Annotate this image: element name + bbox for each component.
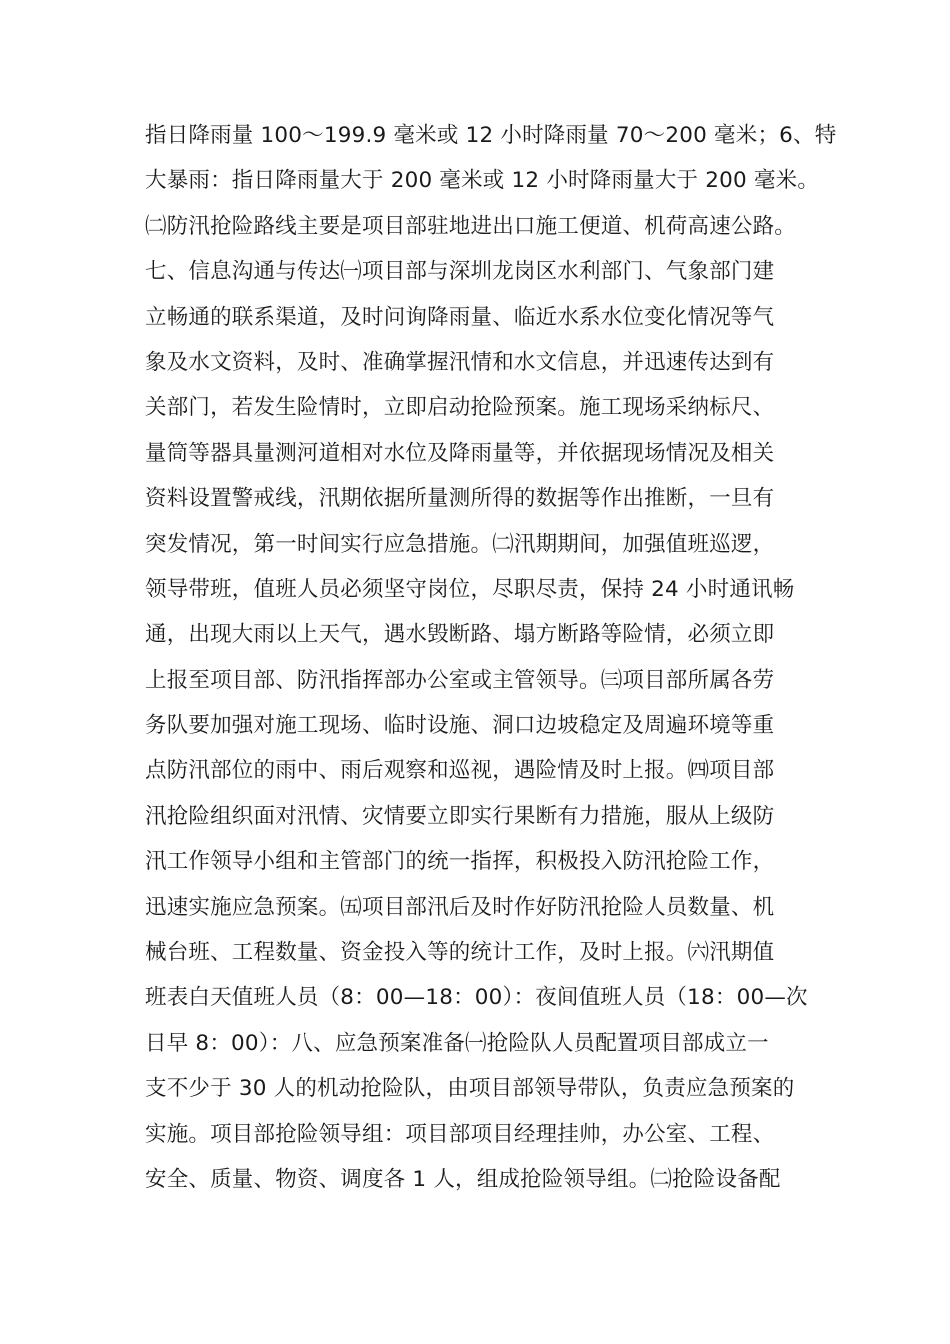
text-line: 迅速实施应急预案。㈤项目部汛后及时作好防汛抢险人员数量、机 [145, 894, 775, 920]
text-line: 指日降雨量 100～199.9 毫米或 12 小时降雨量 70～200 毫米；6、特 [145, 123, 837, 148]
text-line: 汛抢险组织面对汛情、灾情要立即实行果断有力措施，服从上级防 [145, 803, 775, 829]
text-line: 资料设置警戒线，汛期依据所量测所得的数据等作出推断，一旦有 [145, 486, 775, 512]
text-line: 大暴雨：指日降雨量大于 200 毫米或 12 小时降雨量大于 200 毫米。 [145, 168, 820, 194]
text-line: ㈡防汛抢险路线主要是项目部驻地进出口施工便道、机荷高速公路。 [145, 213, 797, 239]
text-line: 象及水文资料，及时、准确掌握汛情和水文信息，并迅速传达到有 [145, 349, 775, 375]
text-line: 量筒等器具量测河道相对水位及降雨量等，并依据现场情况及相关 [145, 440, 775, 466]
text-line: 突发情况，第一时间实行应急措施。㈡汛期期间，加强值班巡逻， [145, 531, 775, 557]
text-line: 支不少于 30 人的机动抢险队，由项目部领导带队，负责应急预案的 [145, 1076, 795, 1102]
text-line: 班表白天值班人员（8：00—18：00）：夜间值班人员（18：00—次 [145, 985, 808, 1011]
text-line: 务队要加强对施工现场、临时设施、洞口边坡稳定及周遍环境等重 [145, 713, 775, 739]
body-text [145, 116, 837, 1205]
text-line: 械台班、工程数量、资金投入等的统计工作，及时上报。㈥汛期值 [145, 940, 775, 966]
text-line: 领导带班，值班人员必须坚守岗位，尽职尽责，保持 24 小时通讯畅 [145, 576, 795, 602]
text-line: 通，出现大雨以上天气，遇水毁断路、塌方断路等险情，必须立即 [145, 622, 775, 648]
text-line: 汛工作领导小组和主管部门的统一指挥，积极投入防汛抢险工作， [145, 849, 775, 875]
text-line: 安全、质量、物资、调度各 1 人，组成抢险领导组。㈡抢险设备配 [145, 1166, 781, 1192]
text-line: 立畅通的联系渠道，及时问询降雨量、临近水系水位变化情况等气 [145, 304, 775, 330]
text-line: 实施。项目部抢险领导组：项目部项目经理挂帅，办公室、工程、 [145, 1121, 775, 1147]
text-line: 点防汛部位的雨中、雨后观察和巡视，遇险情及时上报。㈣项目部 [145, 758, 775, 784]
text-line: 七、信息沟通与传达㈠项目部与深圳龙岗区水利部门、气象部门建 [145, 259, 775, 285]
text-line: 关部门，若发生险情时，立即启动抢险预案。施工现场采纳标尺、 [145, 395, 775, 421]
text-line: 上报至项目部、防汛指挥部办公室或主管领导。㈢项目部所属各劳 [145, 667, 775, 693]
text-line: 日早 8：00）：八、应急预案准备㈠抢险队人员配置项目部成立一 [145, 1030, 769, 1056]
